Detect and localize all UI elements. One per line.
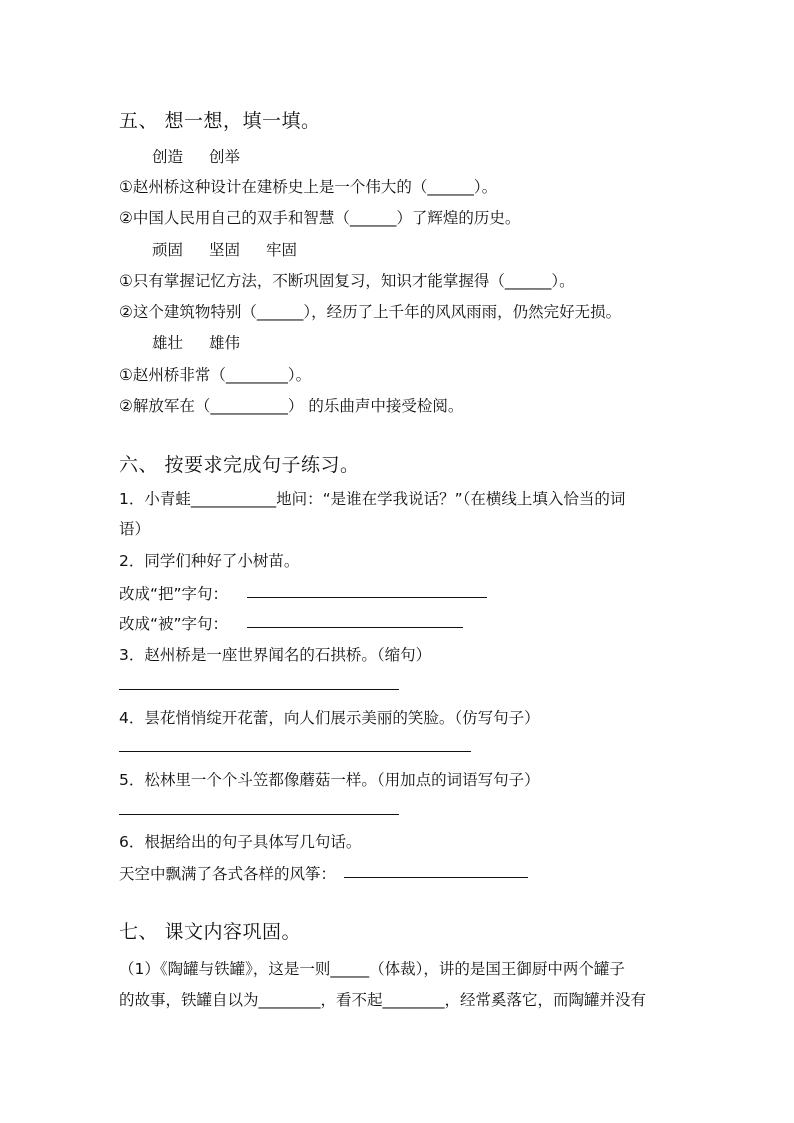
section-6-heading: 六、 按要求完成句子练习。 [119,454,360,476]
question-item: ②解放军在（__________） 的乐曲声中接受检阅。 [119,397,464,415]
paragraph-line: 的故事，铁罐自以为________，看不起________，经常奚落它，而陶罐并没有 [119,991,647,1009]
question-item: ①只有掌握记忆方法，不断巩固复习，知识才能掌握得（______）。 [119,272,575,290]
answer-line[interactable] [119,689,399,690]
word-bank-2 [152,238,323,260]
word-option: 创举 [209,148,241,166]
question-1-continued: 语） [119,520,151,538]
word-option: 坚固 [209,241,241,259]
word-bank-3 [152,331,266,353]
question-item: ②中国人民用自己的双手和智慧（______）了辉煌的历史。 [119,209,521,227]
question-6-prompt: 天空中飘满了各式各样的风筝： [119,865,337,883]
question-item: ②这个建筑物特别（______），经历了上千年的风风雨雨，仍然完好无损。 [119,303,622,321]
question-2-ba-label: 改成“把”字句： [119,585,229,603]
word-option: 创造 [152,148,184,166]
word-option: 顽固 [152,241,184,259]
answer-line[interactable] [344,877,528,878]
paragraph-line: （1）《陶罐与铁罐》，这是一则_____（体裁），讲的是国王御厨中两个罐子 [119,960,625,978]
answer-line[interactable] [119,751,471,752]
section-7-heading: 七、 课文内容巩固。 [119,921,302,943]
question-4: 4．昙花悄悄绽开花蕾，向人们展示美丽的笑脸。（仿写句子） [119,709,540,727]
answer-line[interactable] [247,597,487,598]
question-6: 6．根据给出的句子具体写几句话。 [119,833,362,851]
answer-line[interactable] [247,627,463,628]
question-3: 3．赵州桥是一座世界闻名的石拱桥。（缩句） [119,646,432,664]
question-1: 1．小青蛙___________地问：“是谁在学我说话？”（在横线上填入恰当的词 [119,490,626,508]
question-2: 2．同学们种好了小树苗。 [119,552,300,570]
question-item: ①赵州桥这种设计在建桥史上是一个伟大的（______）。 [119,178,498,196]
question-item: ①赵州桥非常（________）。 [119,366,312,384]
word-bank-1 [152,145,266,167]
question-5: 5．松林里一个个斗笠都像蘑菇一样。（用加点的词语写句子） [119,771,540,789]
question-2-bei-label: 改成“被”字句： [119,615,229,633]
word-option: 雄伟 [209,334,241,352]
answer-line[interactable] [119,814,399,815]
word-option: 雄壮 [152,334,184,352]
section-5-heading: 五、 想一想，填一填。 [119,110,321,132]
word-option: 牢固 [266,241,298,259]
